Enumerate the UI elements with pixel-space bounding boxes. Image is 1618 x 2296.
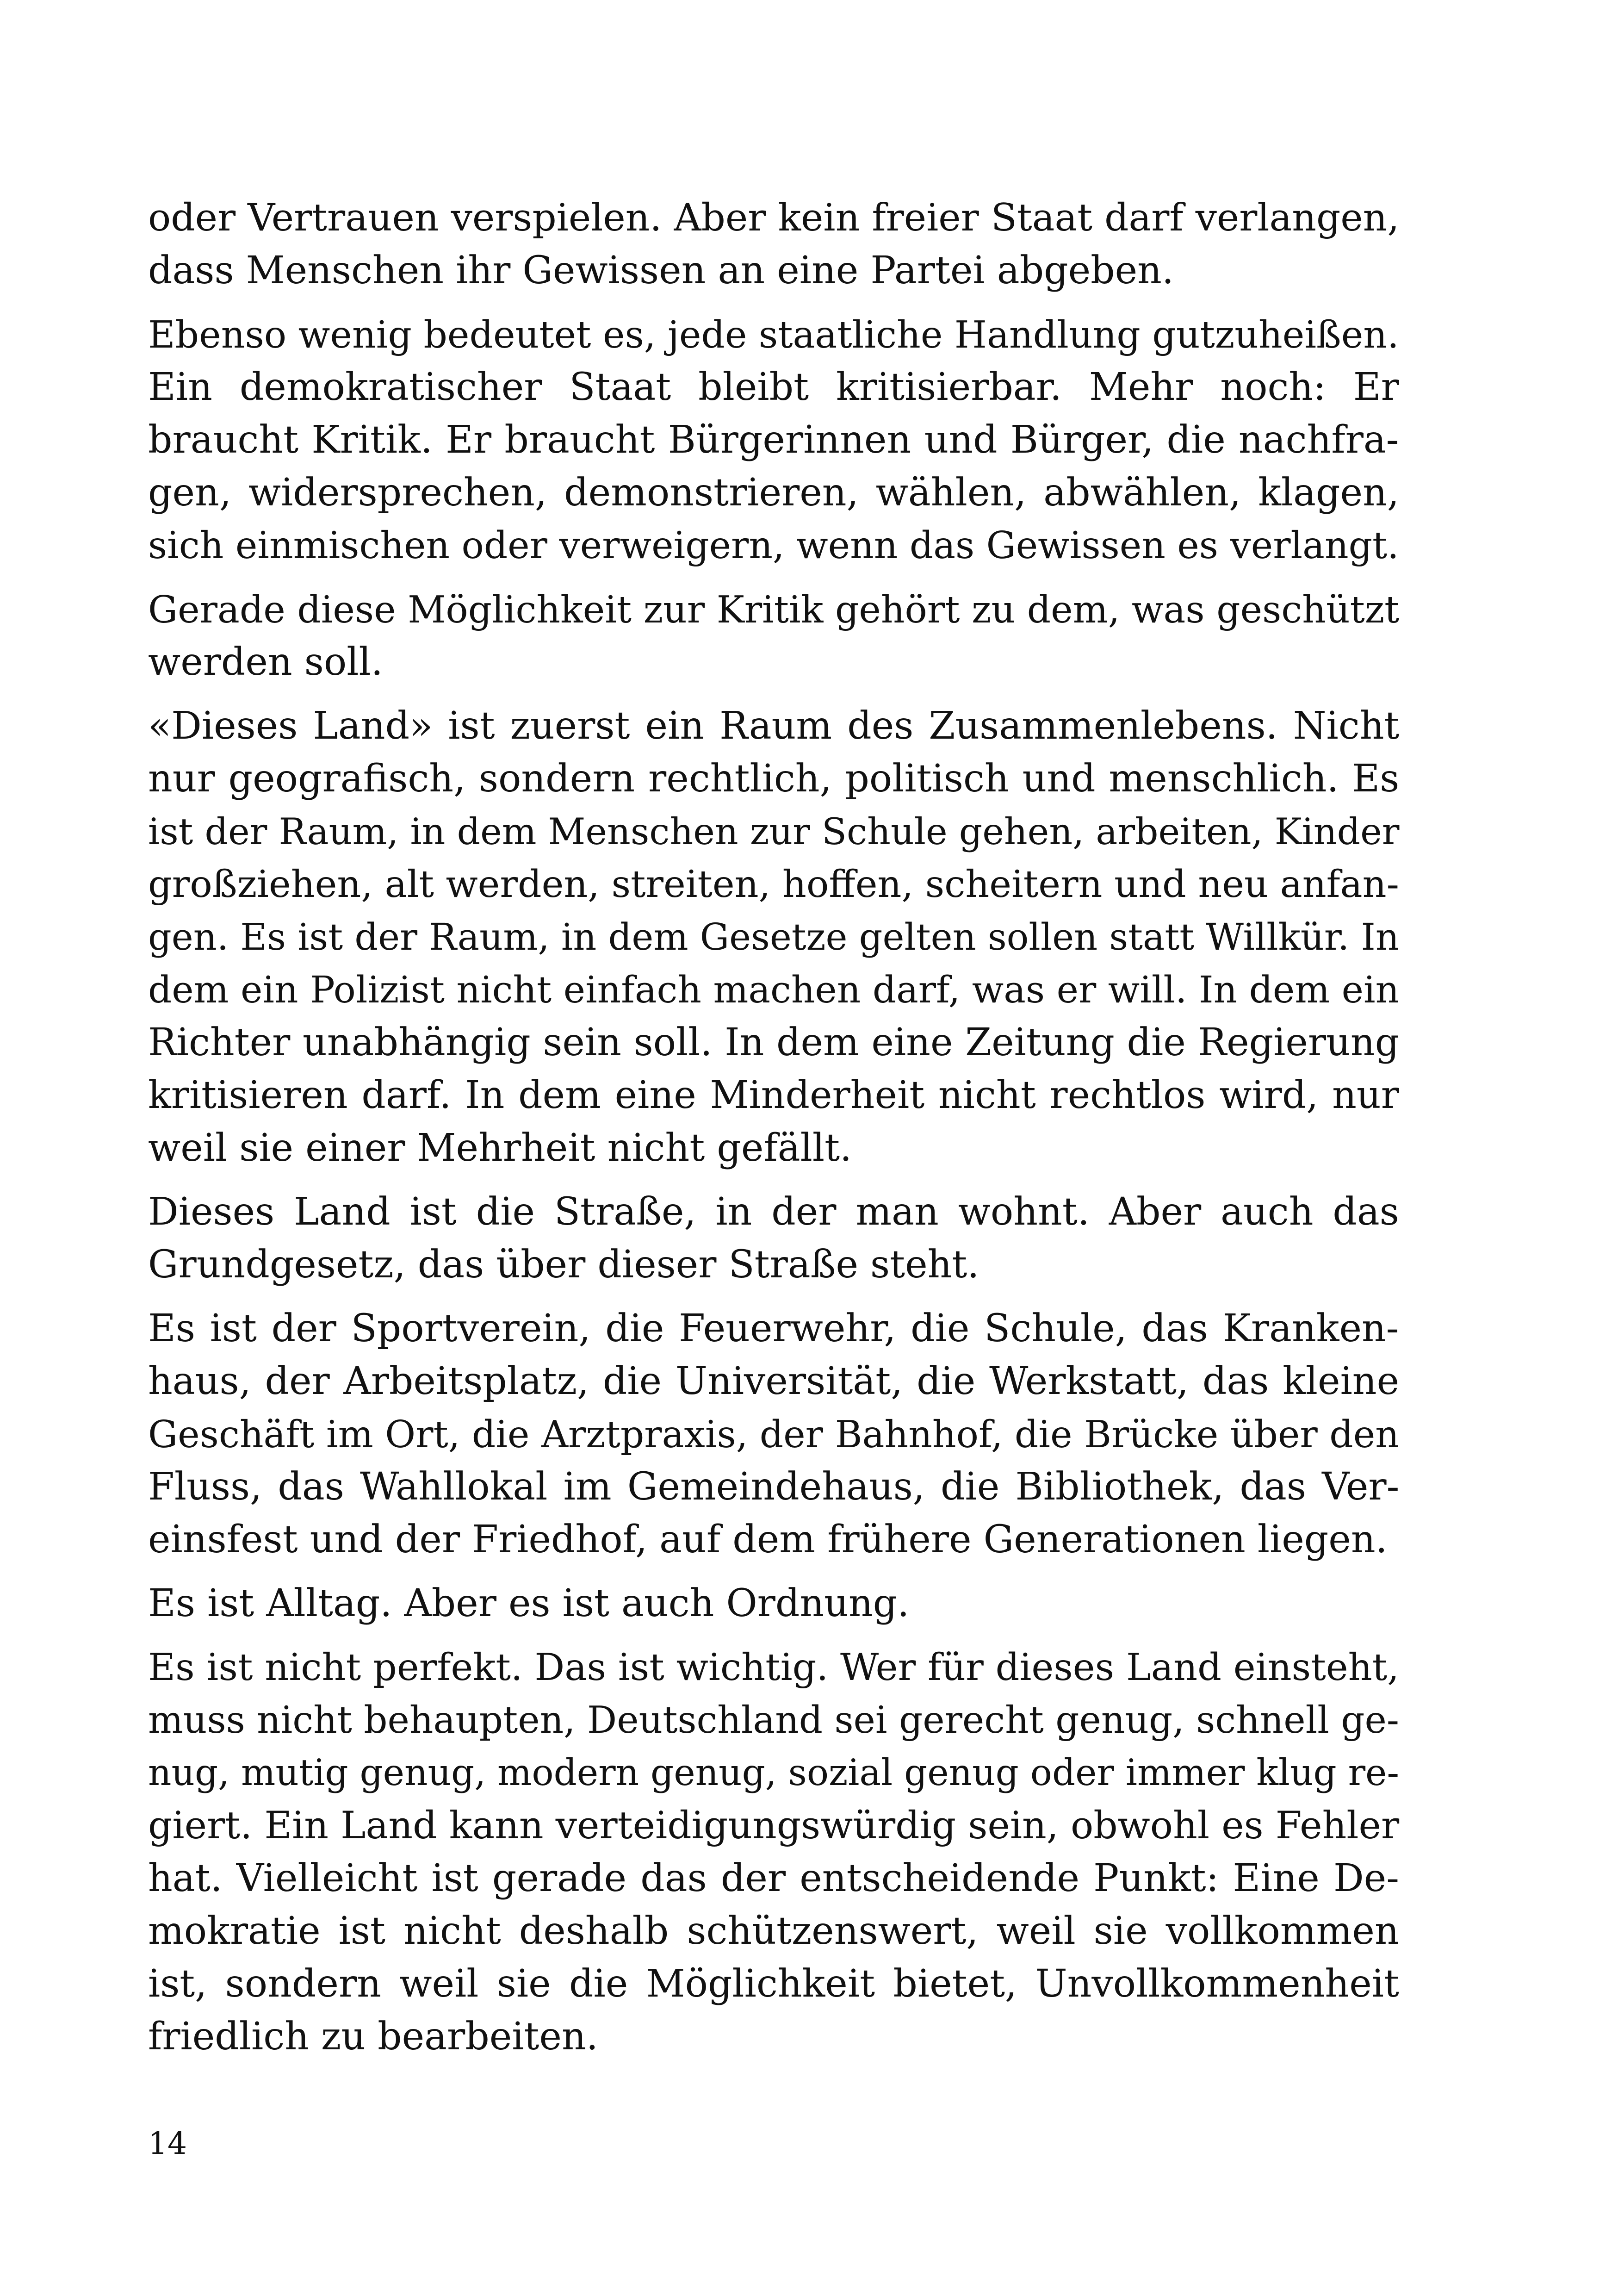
text-line: Ebenso wenig bedeutet es, jede staatliche Handlung gutzuheißen.	[148, 313, 1399, 356]
paragraph	[148, 1302, 1399, 1566]
text-line: ist der Raum, in dem Menschen zur Schule gehen, arbeiten, Kinder	[148, 810, 1400, 853]
text-line: Ein demokratischer Staat bleibt kritisierbar. Mehr noch: Er	[148, 365, 1399, 409]
text-line: muss nicht behaupten, Deutschland sei gerecht genug, schnell ge-	[148, 1699, 1399, 1742]
text-line: oder Vertrauen verspielen. Aber kein freier Staat darf verlangen,	[148, 196, 1400, 240]
text-line: nur geografisch, sondern rechtlich, politisch und menschlich. Es	[148, 757, 1400, 801]
text-line: gen, widersprechen, demonstrieren, wählen, abwählen, klagen,	[148, 471, 1399, 515]
text-line: mokratie ist nicht deshalb schützenswert, weil sie vollkommen	[148, 1909, 1399, 1953]
paragraph	[148, 308, 1399, 572]
paragraph	[148, 192, 1399, 297]
text-line: Es ist der Sportverein, die Feuerwehr, die Schule, das Kranken-	[148, 1307, 1399, 1350]
text-line: werden soll.	[148, 640, 383, 684]
text-line: Es ist Alltag. Aber es ist auch Ordnung.	[148, 1581, 910, 1625]
text-line: kritisieren darf. In dem eine Minderheit nicht rechtlos wird, nur	[148, 1073, 1399, 1117]
text-line: Geschäft im Ort, die Arztpraxis, der Bahnhof, die Brücke über den	[148, 1412, 1399, 1456]
page-number: 14	[148, 2126, 187, 2161]
text-line: dass Menschen ihr Gewissen an eine Partei abgeben.	[148, 249, 1174, 292]
text-line: braucht Kritik. Er braucht Bürgerinnen und Bürger, die nachfra-	[148, 418, 1399, 462]
text-line: haus, der Arbeitsplatz, die Universität, die Werkstatt, das kleine	[148, 1359, 1400, 1403]
text-line: «Dieses Land» ist zuerst ein Raum des Zusammenlebens. Nicht	[148, 704, 1400, 748]
text-line: nug, mutig genug, modern genug, sozial genug oder immer klug re-	[148, 1752, 1399, 1794]
text-line: giert. Ein Land kann verteidigungswürdig sein, obwohl es Fehler	[148, 1804, 1400, 1848]
text-line: Richter unabhängig sein soll. In dem eine Zeitung die Regierung	[148, 1020, 1400, 1064]
paragraph	[148, 1577, 1399, 1630]
body-text	[148, 192, 1399, 2074]
text-line: dem ein Polizist nicht einfach machen darf, was er will. In dem ein	[148, 968, 1400, 1011]
text-line: Grundgesetz, das über dieser Straße steht.	[148, 1243, 979, 1287]
text-line: Gerade diese Möglichkeit zur Kritik gehört zu dem, was geschützt	[148, 588, 1400, 631]
paragraph	[148, 1186, 1399, 1291]
paragraph	[148, 1641, 1399, 2063]
paragraph	[148, 700, 1399, 1175]
text-line: Dieses Land ist die Straße, in der man wohnt. Aber auch das	[148, 1190, 1399, 1234]
text-line: Fluss, das Wahllokal im Gemeindehaus, die Bibliothek, das Ver-	[148, 1465, 1400, 1509]
text-line: ist, sondern weil sie die Möglichkeit bietet, Unvollkommenheit	[148, 1962, 1399, 2006]
text-line: einsfest und der Friedhof, auf dem frühere Generationen liegen.	[148, 1518, 1388, 1562]
text-line: großziehen, alt werden, streiten, hoffen, scheitern und neu anfan-	[148, 863, 1399, 906]
paragraph	[148, 583, 1399, 689]
text-line: hat. Vielleicht ist gerade das der entscheidende Punkt: Eine De-	[148, 1856, 1399, 1900]
text-line: gen. Es ist der Raum, in dem Gesetze gelten sollen statt Willkür. In	[148, 915, 1399, 958]
text-line: weil sie einer Mehrheit nicht gefällt.	[148, 1126, 852, 1170]
text-line: sich einmischen oder verweigern, wenn das Gewissen es verlangt.	[148, 524, 1399, 567]
text-line: friedlich zu bearbeiten.	[148, 2015, 598, 2059]
text-line: Es ist nicht perfekt. Das ist wichtig. Wer für dieses Land einsteht,	[148, 1646, 1400, 1689]
